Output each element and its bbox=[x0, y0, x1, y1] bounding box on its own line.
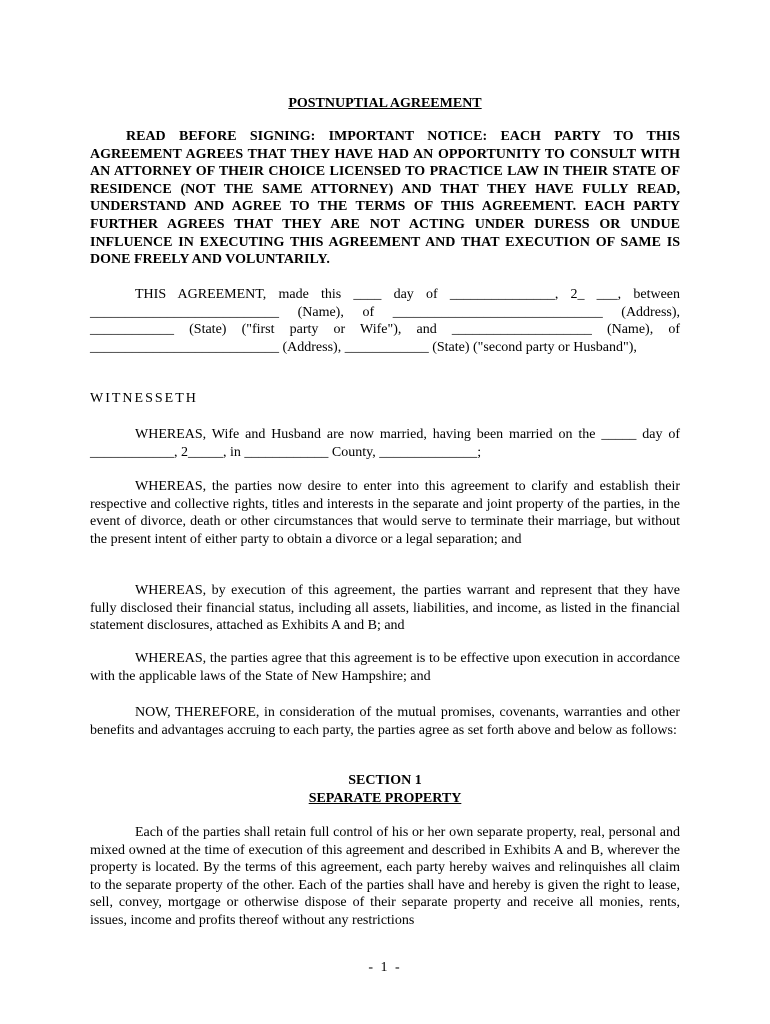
whereas-married-paragraph: WHEREAS, Wife and Husband are now married, having been married on the _____ day of ____________, 2_____, in ____________ County, ______________; bbox=[90, 427, 680, 460]
whereas-effective-paragraph: WHEREAS, the parties agree that this agreement is to be effective upon execution in accordance with the applicable laws of the State of New Hampshire; and bbox=[90, 651, 680, 684]
witnesseth-heading: WITNESSETH bbox=[90, 391, 198, 406]
page-number: - 1 - bbox=[368, 960, 402, 975]
important-notice: READ BEFORE SIGNING: IMPORTANT NOTICE: EACH PARTY TO THIS AGREEMENT AGREES THAT THEY HAVE HAD AN OPPORTUNITY TO CONSULT WITH AN ATTORNEY OF THEIR CHOICE LICENSED TO PRACTICE LAW IN THEIR STATE OF RESIDENCE (NOT THE SAME ATTORNEY) AND THAT THEY HAVE FULLY READ, UNDERSTAND AND AGREE TO THE TERMS OF THIS AGREEMENT. EACH PARTY FURTHER AGREES THAT THEY ARE NOT ACTING UNDER DURESS OR UNDUE INFLUENCE IN EXECUTING THIS AGREEMENT AND THAT EXECUTION OF SAME IS DONE FREELY AND VOLUNTARILY. bbox=[90, 129, 680, 268]
document-title: POSTNUPTIAL AGREEMENT bbox=[288, 96, 482, 111]
section-1-body: Each of the parties shall retain full control of his or her own separate property, real, personal and mixed owned at the time of execution of this agreement and described in Exhibits A and B, wherever the property is located. By the terms of this agreement, each party hereby waives and relinquishes all claim to the separate property of the other. Each of the parties shall have and hereby is given the right to lease, sell, convey, mortgage or otherwise dispose of their separate property and receive all monies, rents, issues, income and profits thereof without any restrictions bbox=[90, 825, 680, 928]
section-1-number: SECTION 1 bbox=[348, 773, 422, 788]
section-1-heading bbox=[0, 772, 770, 807]
section-1-title: SEPARATE PROPERTY bbox=[308, 790, 462, 806]
whereas-desire-paragraph: WHEREAS, the parties now desire to enter into this agreement to clarify and establish their respective and collective rights, titles and interests in the separate and joint property of the parties, in the event of divorce, death or other circumstances that would serve to terminate their marriage, but without the present intent of either party to obtain a divorce or a legal separation; and bbox=[90, 479, 680, 547]
now-therefore-paragraph: NOW, THEREFORE, in consideration of the mutual promises, covenants, warranties and other benefits and advantages accruing to each party, the parties agree as set forth above and below as follows: bbox=[90, 705, 680, 738]
whereas-disclosed-paragraph: WHEREAS, by execution of this agreement, the parties warrant and represent that they have fully disclosed their financial status, including all assets, liabilities, and income, as listed in the financial statement disclosures, attached as Exhibits A and B; and bbox=[90, 583, 680, 634]
intro-paragraph: THIS AGREEMENT, made this ____ day of _______________, 2_ ___, between ___________________________ (Name), of ______________________________ (Address), ____________ (State) ("first party or Wife"), and ____________________ (Name), of ___________________________ (Address), ____________ (State) ("second party or Husband"), bbox=[90, 287, 680, 355]
